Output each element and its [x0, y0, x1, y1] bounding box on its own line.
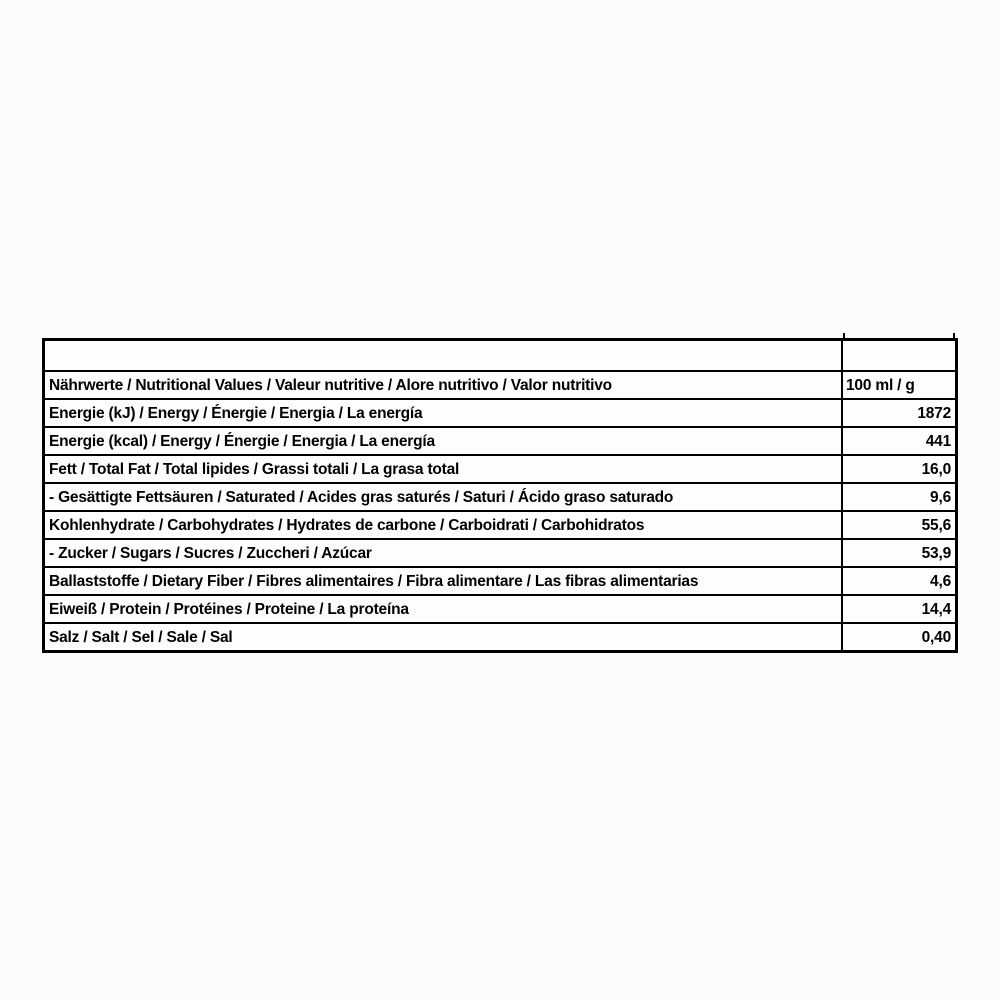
row-value: 53,9	[841, 540, 955, 566]
nutrition-values-table	[42, 338, 958, 653]
row-value: 16,0	[841, 456, 955, 482]
row-label: - Zucker / Sugars / Sucres / Zuccheri / Azúcar	[49, 545, 372, 562]
row-label: Energie (kcal) / Energy / Énergie / Energia / La energía	[49, 433, 435, 450]
table-row-header-units	[45, 372, 955, 400]
row-label: Ballaststoffe / Dietary Fiber / Fibres alimentaires / Fibra alimentare / Las fibras alimentarias	[49, 573, 699, 590]
row-label: Nährwerte / Nutritional Values / Valeur nutritive / Alore nutritivo / Valor nutritivo	[49, 377, 612, 394]
table-row-fat	[45, 456, 955, 484]
table-row-saturated-fat	[45, 484, 955, 512]
row-label: - Gesättigte Fettsäuren / Saturated / Acides gras saturés / Saturi / Ácido graso saturado	[49, 489, 674, 506]
table-row-energy-kj	[45, 400, 955, 428]
table-row-protein	[45, 596, 955, 624]
row-value: 1872	[841, 400, 955, 426]
row-label: Kohlenhydrate / Carbohydrates / Hydrates de carbone / Carboidrati / Carbohidratos	[49, 517, 645, 534]
row-label: Fett / Total Fat / Total lipides / Grassi totali / La grasa total	[49, 461, 460, 478]
row-label: Energie (kJ) / Energy / Énergie / Energia / La energía	[49, 405, 423, 422]
table-row-empty	[45, 341, 955, 372]
units-cell: 100 ml / g	[841, 372, 955, 398]
table-row-carbohydrates	[45, 512, 955, 540]
table-row-energy-kcal	[45, 428, 955, 456]
row-value: 14,4	[841, 596, 955, 622]
empty-value-cell	[841, 341, 955, 370]
row-value: 9,6	[841, 484, 955, 510]
row-value: 4,6	[841, 568, 955, 594]
table-row-salt	[45, 624, 955, 650]
row-label: Salz / Salt / Sel / Sale / Sal	[49, 629, 233, 646]
empty-label-cell	[45, 341, 841, 370]
table-row-fiber	[45, 568, 955, 596]
row-value: 441	[841, 428, 955, 454]
table-row-sugars	[45, 540, 955, 568]
row-label: Eiweiß / Protein / Protéines / Proteine / La proteína	[49, 601, 409, 618]
row-value: 0,40	[841, 624, 955, 650]
row-value: 55,6	[841, 512, 955, 538]
